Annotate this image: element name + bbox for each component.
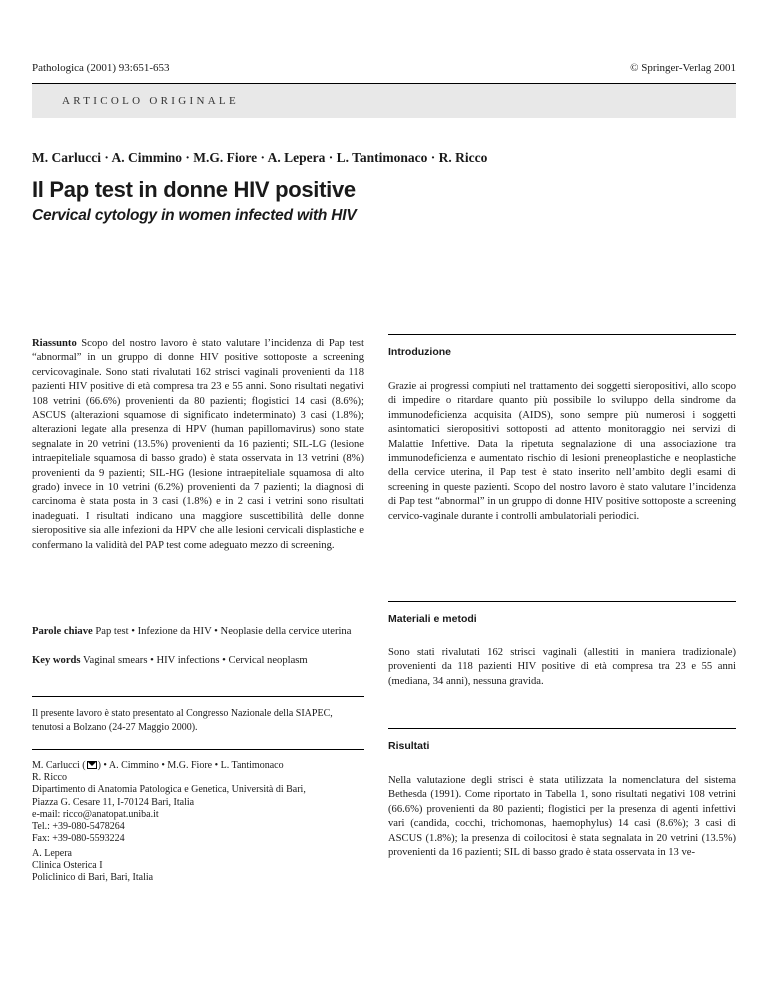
section-heading-methods: Materiali e metodi [388, 613, 477, 625]
abstract-text: Scopo del nostro lavoro è stato valutare l’incidenza di Pap test “abnormal” in un gruppo di donne HIV positive sottoposte a screening cervicovaginale. Sono stati rivalutati 162 strisci vaginali provenienti da 118 pazienti HIV positive di età compresa tra 23 e 55 anni. Sono risultati negativi 108 vetrini (66.6%) provenienti da 80 pazienti; flogistici 14 casi (8.6%); ASCUS (alterazioni squamose di significato indeterminato) 3 casi (1.8%); alterazioni legate alla presenza di HPV (human papillomavirus) sono state segnalate in 20 vetrini (13.5%) provenienti da 16 pazienti; SIL-LG (lesione intraepiteliale squamosa di basso grado) è stata osservata in 13 vetrini (8%) provenienti da 9 pazienti; SIL-HG (lesione intraepiteliale squamosa di alto grado) invece in 10 vetrini (6.2%) provenienti da 7 pazienti; la diagnosi di carcinoma è stata posta in 3 casi (1.8%) e in 2 casi i vetrini sono risultati inadeguati. I risultati indicano una maggiore suscettibilità delle donne sieropositive sia alle infezioni da HPV che alle lesioni cervicali displastiche e confermano la validità del PAP test come adeguato mezzo di screening. [32, 338, 364, 551]
affiliation-line: A. Lepera [32, 848, 72, 859]
affiliation-group-1 [32, 760, 364, 845]
keywords-en-text: Vaginal smears • HIV infections • Cervical neoplasm [80, 655, 308, 666]
results-rule [388, 728, 736, 729]
affiliation-line: Dipartimento di Anatomia Patologica e Genetica, Università di Bari, [32, 784, 306, 796]
journal-citation: Pathologica (2001) 93:651-653 [32, 62, 170, 74]
results-text: Nella valutazione degli strisci è stata utilizzata la nomenclatura del sistema Bethesda (1991). Come riportato in Tabella 1, sono risultati negativi 108 vetrini (66.6%) provenienti da 80 pazienti; flogistici per la presenza di agenti infettivi vari (candida, cocchi, trichomonas, haemophylus) 14 casi (8.6%); 3 casi di ASCUS (1.8%); la presenza di coilocitosi è stata segnalata in 20 vetrini (13.5%) provenienti da 16 pazienti; SIL di basso grado è stata osservata in 13 ve- [388, 775, 736, 859]
abstract-label: Riassunto [32, 338, 77, 349]
affiliation-name-start: M. Carlucci ( [32, 760, 86, 771]
abstract [32, 337, 364, 553]
keywords-it-text: Pap test • Infezione da HIV • Neoplasie della cervice uterina [92, 626, 352, 637]
copyright: © Springer-Verlag 2001 [630, 62, 736, 74]
keywords-en [32, 654, 364, 668]
affiliation-line: Fax: +39-080-5593224 [32, 833, 125, 845]
affiliation-line: Policlinico di Bari, Bari, Italia [32, 872, 154, 884]
keywords-en-label: Key words [32, 655, 81, 666]
keywords-it [32, 625, 364, 639]
authors: M. Carlucci · A. Cimmino · M.G. Fiore · A. Lepera · L. Tantimonaco · R. Ricco [32, 150, 488, 165]
envelope-icon [87, 761, 97, 769]
affiliation-email[interactable]: e-mail: ricco@anatopat.uniba.it [32, 808, 159, 820]
affiliation-group-2 [32, 848, 364, 885]
affiliation-rule [32, 749, 364, 750]
affiliation-line: R. Ricco [32, 772, 67, 784]
article-subtitle: Cervical cytology in women infected with HIV [32, 207, 357, 224]
methods-rule [388, 601, 736, 602]
affiliation-line: Clinica Osterica I [32, 860, 103, 872]
keywords-it-label: Parole chiave [32, 626, 93, 637]
note-rule [32, 696, 364, 697]
affiliation-line [32, 760, 364, 772]
presentation-note: Il presente lavoro è stato presentato al Congresso Nazionale della SIAPEC, tenutosi a Bolzano (24-27 Maggio 2000). [32, 708, 333, 733]
intro-rule [388, 334, 736, 335]
section-heading-intro: Introduzione [388, 346, 451, 358]
article-type: ARTICOLO ORIGINALE [62, 95, 239, 107]
affiliation-name-rest: ) • A. Cimmino • M.G. Fiore • L. Tantimonaco [97, 760, 284, 771]
affiliation-line: Tel.: +39-080-5478264 [32, 821, 125, 833]
section-heading-results: Risultati [388, 740, 430, 752]
methods-text: Sono stati rivalutati 162 strisci vaginali (allestiti in maniera tradizionale) provenienti da 118 pazienti HIV positive di età compresa tra 23 e 55 anni (mediana, 34 anni), nessuna gravida. [388, 647, 736, 687]
intro-text: Grazie ai progressi compiuti nel trattamento dei soggetti sieropositivi, allo scopo di impedire o ritardare quanto più possibile lo sviluppo della sindrome da immunodeficienza acquisita (AIDS), sono sempre più numerosi i soggetti asintomatici sieropositivi sottoposti ad attento monitoraggio nei servizi di Malattie Infettive. Data la ripetuta segnalazione di una associazione tra immunodeficienza e aumentato rischio di lesioni preneoplastiche e neoplastiche della cervice uterina, il Pap test è stato inserito nell’ambito degli esami di screening in queste pazienti. Scopo del nostro lavoro è stato valutare l’incidenza di Pap test “abnormal” in un gruppo di donne HIV positive sottoposte a screening cervico-vaginale durante i controlli ambulatoriali periodici. [388, 381, 736, 522]
article-title: Il Pap test in donne HIV positive [32, 177, 356, 202]
affiliation-line: Piazza G. Cesare 11, I-70124 Bari, Italia [32, 796, 195, 808]
